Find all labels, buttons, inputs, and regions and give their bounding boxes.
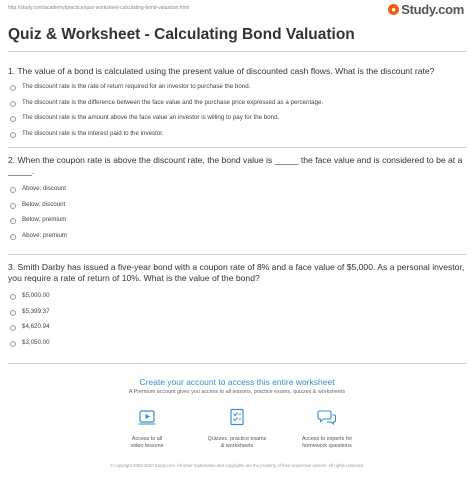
header-bar <box>0 0 474 18</box>
answer-option[interactable] <box>8 339 466 355</box>
question-1-options <box>8 83 466 145</box>
page-url: http://study.com/academy/practice/quiz-worksheet-calculating-bond-valuation.html <box>8 5 190 11</box>
study-logo-icon: ● <box>388 4 399 15</box>
question-divider <box>8 147 466 148</box>
answer-option[interactable] <box>8 114 466 130</box>
radio-button-icon[interactable] <box>10 234 16 240</box>
radio-button-icon[interactable] <box>10 218 16 224</box>
question-3-options <box>8 292 466 354</box>
answer-option[interactable] <box>8 292 466 308</box>
feature-label: Access to all video lessons <box>130 436 164 449</box>
answer-option[interactable] <box>8 232 466 248</box>
answer-option-label: $3,050.00 <box>22 338 50 346</box>
experts-icon <box>317 407 337 427</box>
radio-button-icon[interactable] <box>10 310 16 316</box>
radio-button-icon[interactable] <box>10 116 16 122</box>
question-2-text: 2. When the coupon rate is above the discount rate, the bond value is _____ the face value and is considered to be at a _____. <box>8 155 463 176</box>
feature-quizzes <box>202 407 272 450</box>
create-account-link[interactable]: Create your account to access this entire worksheet <box>139 377 335 387</box>
answer-option-label: $5,000.00 <box>22 292 50 299</box>
radio-button-icon[interactable] <box>10 341 16 347</box>
study-logo-text: Study.com <box>401 1 464 17</box>
answer-option-label: The discount rate is the difference between the face value and the purchase price expressed as a percentage. <box>22 98 324 106</box>
radio-button-icon[interactable] <box>10 101 16 107</box>
question-2-options <box>8 185 466 247</box>
radio-button-icon[interactable] <box>10 294 16 300</box>
radio-button-icon[interactable] <box>10 325 16 331</box>
answer-option[interactable] <box>8 185 466 201</box>
answer-option[interactable] <box>8 308 466 324</box>
question-1-text: 1. The value of a bond is calculated using the present value of discounted cash flows. What is the discount rate? <box>8 66 435 76</box>
answer-option-label: Below; discount <box>22 200 66 208</box>
answer-option-label: Below; premium <box>22 216 67 223</box>
quizzes-icon <box>227 407 247 427</box>
title-divider <box>8 51 466 52</box>
answer-option[interactable] <box>8 99 466 115</box>
section-divider <box>8 363 466 364</box>
radio-button-icon[interactable] <box>10 203 16 209</box>
answer-option[interactable] <box>8 130 466 146</box>
answer-option-label: The discount rate is the amount above the face value an investor is willing to pay for the bond. <box>22 114 280 121</box>
feature-experts <box>292 407 362 450</box>
video-lessons-icon <box>137 407 157 427</box>
answer-option-label: The discount rate is the interest paid to the investor. <box>22 129 164 137</box>
question-divider <box>8 254 466 255</box>
feature-video-lessons <box>112 407 182 450</box>
page-title: Quiz & Worksheet - Calculating Bond Valuation <box>8 26 355 43</box>
answer-option-label: $4,620.94 <box>22 323 50 330</box>
study-logo[interactable] <box>388 2 464 16</box>
radio-button-icon[interactable] <box>10 132 16 138</box>
feature-label: Quizzes, practice exams & worksheets <box>207 436 267 449</box>
answer-option-label: $5,399.37 <box>22 307 50 315</box>
radio-button-icon[interactable] <box>10 85 16 91</box>
feature-label: Access to experts for homework questions <box>301 436 353 449</box>
answer-option-label: Above; premium <box>22 231 68 239</box>
copyright-footer: © copyright 2003-2020 Study.com. All other trademarks and copyrights are the property of their respective owners. All rights reserved. <box>110 463 364 468</box>
answer-option[interactable] <box>8 323 466 339</box>
answer-option[interactable] <box>8 201 466 217</box>
answer-option[interactable] <box>8 83 466 99</box>
promo-subtitle: A Premium account gives you access to all lessons, practice exams, quizzes & worksheets <box>128 389 346 395</box>
answer-option-label: Above; discount <box>22 185 67 192</box>
answer-option-label: The discount rate is the rate of return required for an investor to purchase the bond. <box>22 83 251 90</box>
radio-button-icon[interactable] <box>10 187 16 193</box>
question-3-text: 3. Smith Darby has issued a five-year bond with a coupon rate of 8% and a face value of $5,000. As a personal investor, you require a rate of return of 10%. What is the value of the bond? <box>8 262 465 283</box>
answer-option[interactable] <box>8 216 466 232</box>
premium-promo <box>0 373 474 476</box>
